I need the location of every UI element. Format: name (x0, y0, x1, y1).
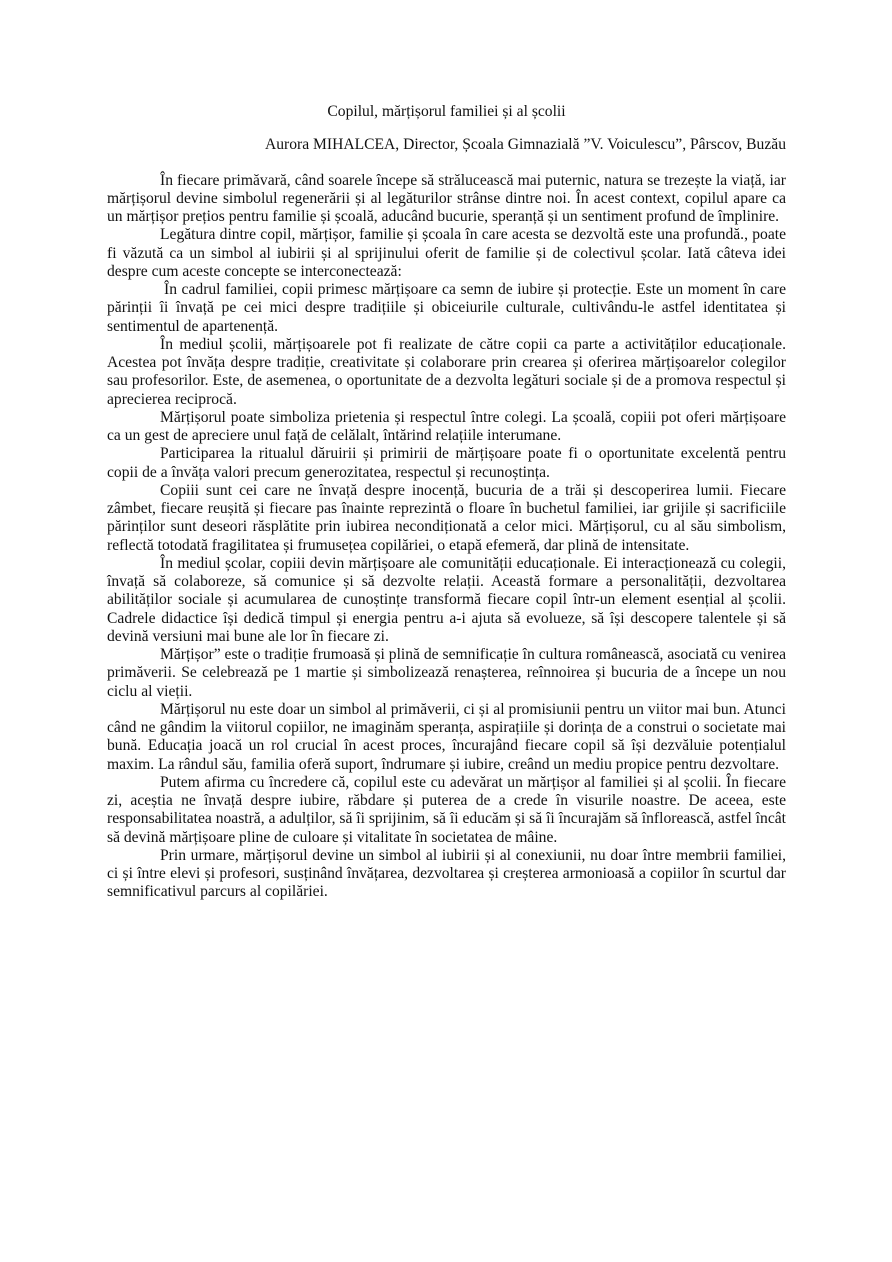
document-body (107, 172, 786, 902)
paragraph: Legătura dintre copil, mărțișor, familie și școala în care acesta se dezvoltă este una profundă., poate fi văzută ca un simbol al iubirii și al sprijinului oferit de familie și de colectivul școlar. Iată câteva idei despre cum aceste concepte se interconectează: (107, 226, 786, 280)
paragraph: Prin urmare, mărțișorul devine un simbol al iubirii și al conexiunii, nu doar între membrii familiei, ci și între elevi și profesori, susținând învățarea, dezvoltarea și creșterea armonioasă a copiilor în scurtul dar semnificativul parcurs al copilăriei. (107, 846, 786, 901)
paragraph: Mărțișor” este o tradiție frumoasă și plină de semnificație în cultura românească, asociată cu venirea primăverii. Se celebrează pe 1 martie și simbolizează renașterea, reînnoirea și bucuria de a începe un nou ciclu al vieții. (107, 646, 786, 700)
paragraph: Participarea la ritualul dăruirii și primirii de mărțișoare poate fi o oportunitate excelentă pentru copii de a învăța valori precum generozitatea, respectul și recunoștința. (107, 445, 786, 481)
paragraph: Putem afirma cu încredere că, copilul este cu adevărat un mărțișor al familiei și al școlii. În fiecare zi, aceștia ne învață despre iubire, răbdare și puterea de a crede în visurile noastre. De aceea, este responsabilitatea noastră, a adulților, să îi sprijinim, să îi educăm și să îi încurajăm să înflorească, astfel încât să devină mărțișoare pline de culoare și vitalitate în societatea de mâine. (107, 773, 786, 846)
paragraph: În cadrul familiei, copii primesc mărțișoare ca semn de iubire și protecție. Este un moment în care părinții îi învață pe cei mici despre tradițiile și obiceiurile culturale, cultivându-le astfel identitatea și sentimentul de apartenență. (107, 281, 786, 335)
document-title: Copilul, mărțișorul familiei și al școlii (327, 103, 566, 120)
paragraph: Copiii sunt cei care ne învață despre inocență, bucuria de a trăi și descoperirea lumii. Fiecare zâmbet, fiecare reușită și fiecare pas înainte reprezintă o floare în buchetul familiei, iar grijile și sacrificiile părinților sunt deseori răsplătite prin iubirea necondiționată a celor mici. Mărțișorul, cu al său simbolism, reflectă totodată fragilitatea și frumusețea copilăriei, o etapă efemeră, dar plină de intensitate. (107, 481, 786, 554)
paragraph: În fiecare primăvară, când soarele începe să strălucească mai puternic, natura se trezește la viață, iar mărțișorul devine simbolul regenerării și al legăturilor strânse dintre noi. În acest context, copilul apare ca un mărțișor prețios pentru familie și școală, aducând bucurie, speranță și un sentiment profund de împlinire. (107, 171, 786, 225)
document-page (107, 103, 786, 902)
author-line: Aurora MIHALCEA, Director, Școala Gimnazială ”V. Voiculescu”, Pârscov, Buzău (264, 136, 786, 154)
paragraph: În mediul școlar, copiii devin mărțișoare ale comunității educaționale. Ei interacționează cu colegii, învață să colaboreze, să comunice și să dezvolte relații. Această formare a personalității, dezvoltarea abilităților sociale și acumularea de cunoștințe transformă fiecare copil într-un element esențial al școlii. Cadrele didactice își dedică timpul și energia pentru a-i ajuta să evolueze, să își descopere talentele și să devină versiuni mai bune ale lor în fiecare zi. (107, 554, 786, 645)
paragraph: În mediul școlii, mărțișoarele pot fi realizate de către copii ca parte a activităților educaționale. Acestea pot învăța despre tradiție, creativitate și colaborare prin crearea și oferirea mărțișoarelor colegilor sau profesorilor. Este, de asemenea, o oportunitate de a dezvolta legături sociale și de a promova respectul și aprecierea reciprocă. (107, 335, 786, 408)
paragraph: Mărțișorul nu este doar un simbol al primăverii, ci și al promisiunii pentru un viitor mai bun. Atunci când ne gândim la viitorul copiilor, ne imaginăm speranța, aspirațiile și dorința de a construi o societate mai bună. Educația joacă un rol crucial în acest proces, încurajând fiecare copil să își dezvăluie potențialul maxim. La rândul său, familia oferă suport, îndrumare și iubire, creând un mediu propice pentru dezvoltare. (107, 700, 786, 773)
paragraph: Mărțișorul poate simboliza prietenia și respectul între colegi. La școală, copiii pot oferi mărțișoare ca un gest de apreciere unul față de celălalt, întărind relațiile interumane. (107, 408, 786, 444)
